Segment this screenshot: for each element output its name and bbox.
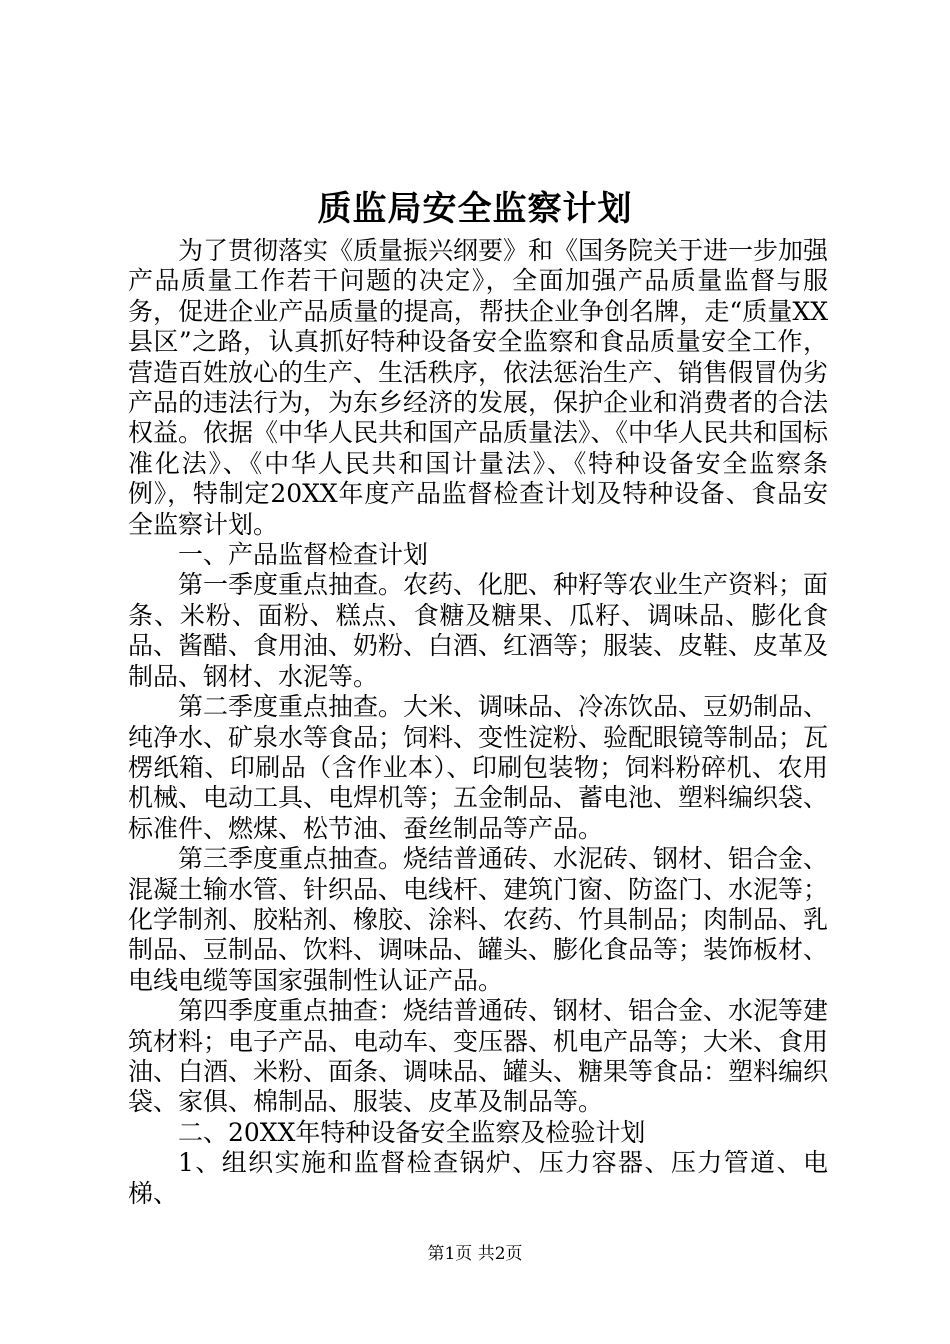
q4-paragraph: 第四季度重点抽查：烧结普通砖、钢材、铝合金、水泥等建筑材料；电子产品、电动车、变压器、机电产品等；大米、食用油、白酒、米粉、面条、调味品、罐头、糖果等食品：塑料编织袋、家俱、棉制品、服装、皮革及制品等。 — [128, 996, 829, 1117]
q3-paragraph: 第三季度重点抽查。烧结普通砖、水泥砖、钢材、铝合金、混凝土输水管、针织品、电线杆、建筑门窗、防盗门、水泥等；化学制剂、胶粘剂、橡胶、涂料、农药、竹具制品；肉制品、乳制品、豆制品、饮料、调味品、罐头、膨化食品等；装饰板材、电线电缆等国家强制性认证产品。 — [128, 844, 829, 995]
q1-paragraph: 第一季度重点抽查。农药、化肥、种籽等农业生产资料；面条、米粉、面粉、糕点、食糖及糖果、瓜籽、调味品、膨化食品、酱醋、食用油、奶粉、白酒、红酒等；服装、皮鞋、皮革及制品、钢材、水泥等。 — [128, 570, 829, 691]
document-title: 质监局安全监察计划 — [317, 189, 633, 229]
item-1-paragraph: 1、组织实施和监督检查锅炉、压力容器、压力管道、电梯、 — [128, 1148, 828, 1208]
section-heading-special-equipment: 二、20XX年特种设备安全监察及检验计划 — [178, 1117, 646, 1147]
section-heading-product-inspection: 一、产品监督检查计划 — [178, 540, 429, 570]
document-body — [128, 236, 828, 1209]
q2-paragraph: 第二季度重点抽查。大米、调味品、冷冻饮品、豆奶制品、纯净水、矿泉水等食品；饲料、变性淀粉、验配眼镜等制品；瓦楞纸箱、印刷品（含作业本）、印刷包装物；饲料粉碎机、农用机械、电动工具、电焊机等；五金制品、蓄电池、塑料编织袋、标准件、燃煤、松节油、蚕丝制品等产品。 — [128, 692, 829, 843]
page-footer: 第1页 共2页 — [427, 1244, 523, 1264]
intro-paragraph: 为了贯彻落实《质量振兴纲要》和《国务院关于进一步加强产品质量工作若干问题的决定》，全面加强产品质量监督与服务，促进企业产品质量的提高，帮扶企业争创名牌，走“质量XX县区”之路，认真抓好特种设备安全监察和食品质量安全工作，营造百姓放心的生产、生活秩序，依法惩治生产、销售假冒伪劣产品的违法行为，为东乡经济的发展，保护企业和消费者的合法权益。依据《中华人民共和国产品质量法》、《中华人民共和国标准化法》、《中华人民共和国计量法》、《特种设备安全监察条例》，特制定20XX年度产品监督检查计划及特种设备、食品安全监察计划。 — [128, 236, 829, 539]
